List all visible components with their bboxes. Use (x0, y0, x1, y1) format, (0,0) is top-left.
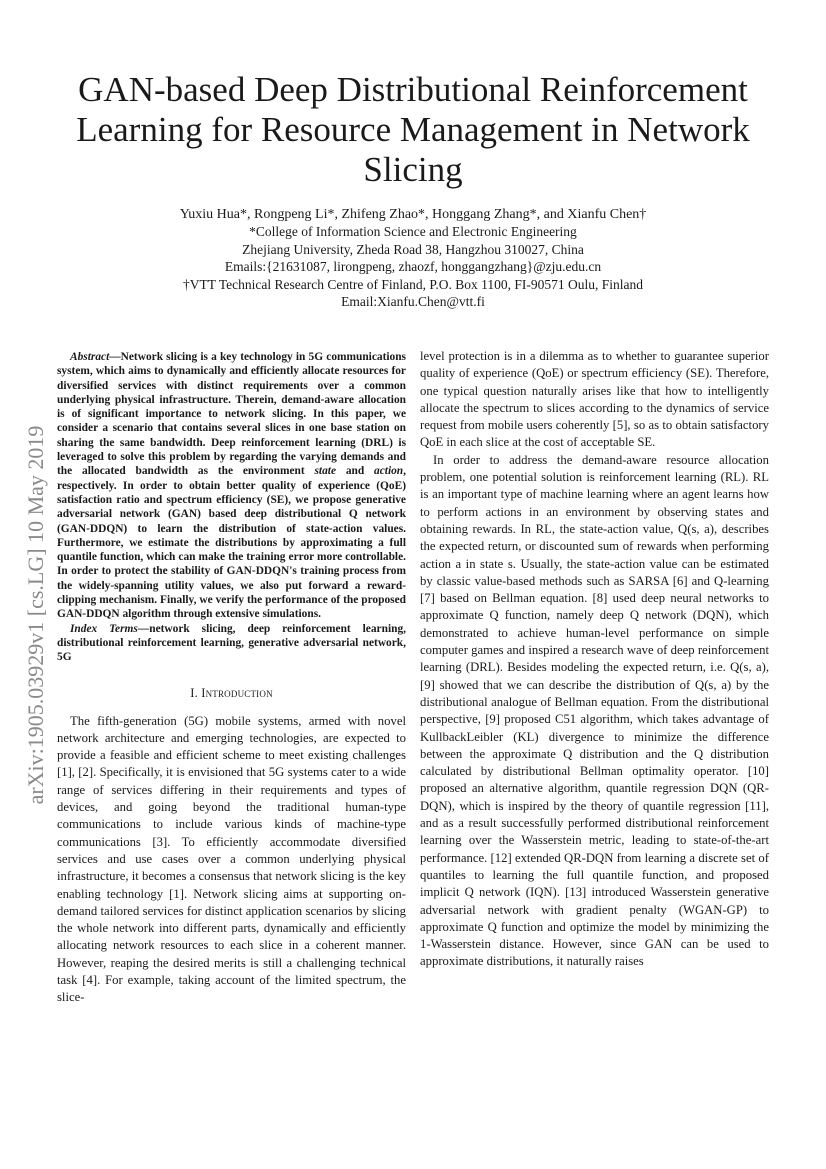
affiliation-1-line-1: *College of Information Science and Electronic Engineering (249, 224, 577, 240)
abstract-label: Abstract (70, 351, 110, 363)
index-terms-text: —network slicing, deep reinforcement learning, distributional reinforcement learning, generative adversarial network, 5G (57, 622, 406, 664)
abstract-text-b: and (336, 465, 375, 478)
author-names: Yuxiu Hua*, Rongpeng Li*, Zhifeng Zhao*, Honggang Zhang*, and Xianfu Chen† (179, 207, 647, 222)
left-body-text (57, 713, 406, 1007)
left-column (57, 350, 406, 1007)
paragraph: level protection is in a dilemma as to whether to guarantee superior quality of experience (QoE) or spectrum efficiency (SE). Therefore, one typical question naturally arises like that how to intelligently allocate the spectrum to slices according to the dynamics of service request from mobile users coherently [5], so as to obtain satisfactory QoE in each slice at the cost of acceptable SE. (420, 349, 769, 450)
arxiv-stamp (23, 325, 49, 905)
affiliation-2-email: Email:Xianfu.Chen@vtt.fi (341, 294, 485, 310)
index-terms-label: Index Terms (70, 622, 138, 635)
paper-title: GAN-based Deep Distributional Reinforcement Learning for Resource Management in Network Slicing (76, 70, 750, 189)
affiliation-1-emails: Emails:{21631087, lirongpeng, zhaozf, honggangzhang}@zju.edu.cn (224, 259, 602, 275)
affiliation-2: †VTT Technical Research Centre of Finland, P.O. Box 1100, FI-90571 Oulu, Finland (183, 276, 643, 292)
paragraph: The fifth-generation (5G) mobile systems, armed with novel network architecture and emerging technologies, are expected to provide a feasible and efficient scheme to meet existing challenges [1], [2]. Specifically, it is envisioned that 5G systems cater to a wide range of services differing in their requirements and types of devices, and going beyond the traditional human-type communications to include various kinds of machine-type communications [3]. To efficiently accommodate diversified services and use cases over a common underlying physical infrastructure, it becomes a consensus that network slicing is the key enabling technology [1]. Network slicing aims at supporting on-demand tailored services for distinct application scenarios by slicing the whole network into different parts, dynamically and efficiently allocating network resources to each slice in a coherent manner. However, reaping the desired merits is still a challenging technical task [4]. For example, taking account of the limited spectrum, the slice- (57, 713, 406, 1005)
abstract (57, 350, 406, 665)
section-title: Introduction (201, 685, 273, 700)
abstract-text-c: , respectively. In order to obtain better quality of experience (QoE) satisfaction ratio and spectrum efficiency (SE), we propose generative adversarial network (GAN) based deep distributional Q network (GAN-DDQN) to learn the distribution of state-action values. Furthermore, we estimate the distributions by approximating a full quantile function, which can make the training error more controllable. In order to protect the stability of GAN-DDQN's training process from the widely-spanning utility values, we also put forward a reward-clipping mechanism. Finally, we verify the performance of the proposed GAN-DDQN algorithm through extensive simulations. (57, 465, 407, 621)
arxiv-stamp-text: arXiv:1905.03929v1 [cs.LG] 10 May 2019 (23, 425, 48, 805)
abstract-text-a: —Network slicing is a key technology in 5G communications system, which aims to dynamically and efficiently allocate resources for diversified services with distinct requirements over a common underlying physical infrastructure. Therein, demand-aware allocation is of significant importance to network slicing. In this paper, we consider a scenario that contains several slices in one base station on sharing the same bandwidth. Deep reinforcement learning (DRL) is leveraged to solve this problem by regarding the varying demands and the allocated bandwidth as the environment (57, 351, 406, 478)
paragraph: In order to address the demand-aware resource allocation problem, one potential solution is reinforcement learning (RL). RL is an important type of machine learning where an agent learns how to perform actions in an environment by observing states and obtaining rewards. In RL, the state-action value, Q(s, a), describes the expected return, or discounted sum of rewards when performing action a in state s. Usually, the state-action value can be estimated by classic value-based methods such as SARSA [6] and Q-learning [7] based on Bellman equation. [8] used deep neural networks to approximate Q function, namely deep Q network (DQN), which demonstrated to achieve human-level performance on simple computer games and inspired a research wave of deep reinforcement learning (DRL). Besides modeling the expected return, i.e. Q(s, a), [9] showed that we can describe the distribution of Q(s, a) by the distributional analogue of Bellman equation. From the distributional perspective, [9] proposed C51 algorithm, which takes advantage of KullbackLeibler (KL) divergence to minimize the difference between the approximate Q distribution and the Q distribution calculated by distributional Bellman optimality operator. [10] proposed an alternative algorithm, quantile regression DQN (QR-DQN), which is inspired by the theory of quantile regression [11], and as a result successfully performed distributional reinforcement learning over the Wasserstein metric, leading to state-of-the-art performance. [12] extended QR-DQN from learning a discrete set of quantiles to learning the full quantile function, and proposed implicit Q network (IQN). [13] introduced Wasserstein generative adversarial network with gradient penalty (WGAN-GP) to approximate Q function and optimize the model by minimizing the 1-Wasserstein distance. However, since GAN can be used to approximate distributions, it naturally raises (420, 452, 769, 969)
section-heading-introduction (57, 685, 406, 701)
author-block (60, 206, 766, 310)
abstract-term-action: action (374, 465, 404, 478)
right-body-text (420, 348, 769, 971)
affiliation-1-line-2: Zhejiang University, Zheda Road 38, Hangzhou 310027, China (242, 241, 584, 257)
right-column (420, 348, 769, 971)
abstract-term-state: state (314, 465, 336, 478)
section-number: I. (190, 685, 202, 700)
